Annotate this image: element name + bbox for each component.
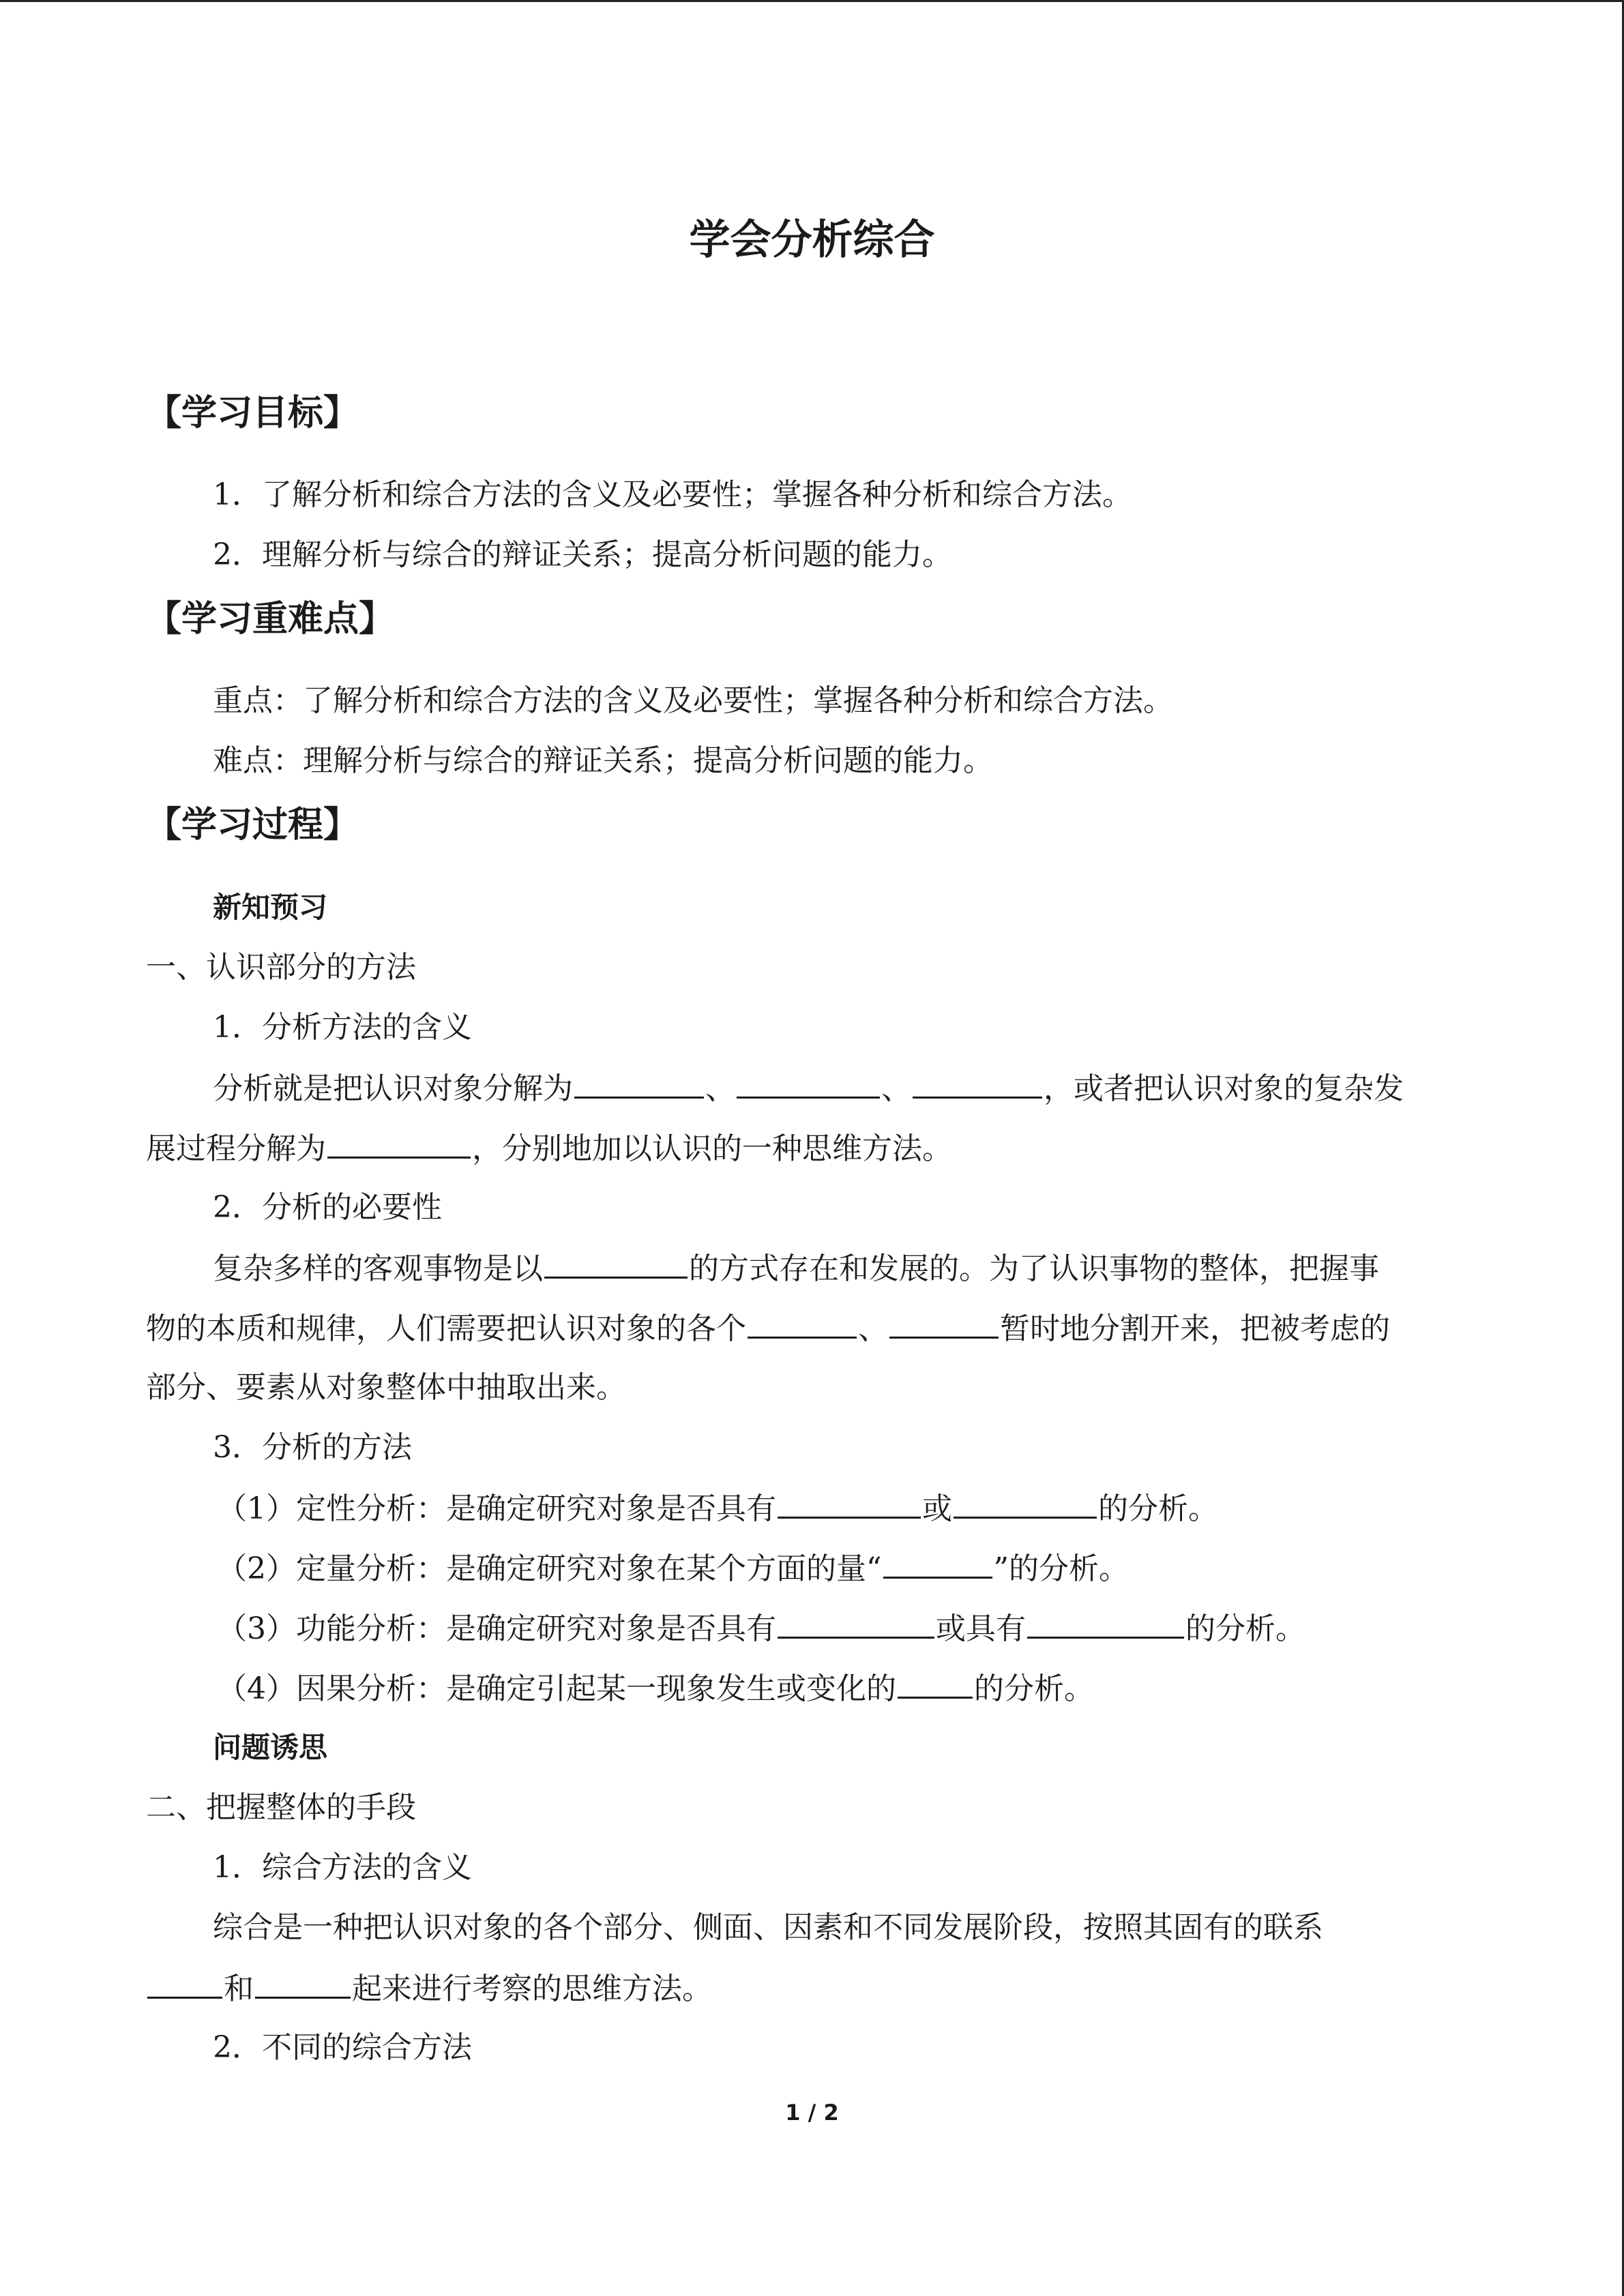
text-run: 复杂多样的客观事物是以: [213, 1251, 543, 1286]
part1-heading: 一、认识部分的方法: [146, 950, 416, 985]
fill-blank[interactable]: [544, 1248, 688, 1279]
text-run: 的分析。: [1098, 1491, 1218, 1526]
item1-paragraph-line: [146, 1128, 952, 1169]
fill-blank[interactable]: [255, 1968, 351, 1999]
method-functional: [217, 1608, 1305, 1649]
text-run: ，分别地加以认识的一种思维方法。: [472, 1131, 952, 1166]
fill-blank[interactable]: [778, 1608, 934, 1639]
top-border-line: [0, 0, 1624, 2]
fill-blank[interactable]: [327, 1128, 471, 1159]
part2-heading: 二、把握整体的手段: [146, 1790, 416, 1825]
text-run: 或具有: [936, 1611, 1026, 1646]
text-run: 、: [858, 1311, 888, 1346]
fill-blank[interactable]: [898, 1668, 973, 1699]
fill-blank[interactable]: [954, 1488, 1097, 1519]
method-causal: [217, 1668, 1094, 1709]
text-run: （3）功能分析：是确定研究对象是否具有: [217, 1611, 776, 1646]
synthesis-item2-heading: 2．不同的综合方法: [213, 2030, 472, 2065]
section-heading-keys: 【学习重难点】: [146, 599, 395, 640]
synthesis-item1-heading: 1．综合方法的含义: [213, 1850, 472, 1885]
item1-heading: 1．分析方法的含义: [213, 1010, 472, 1045]
fill-blank[interactable]: [748, 1308, 857, 1339]
text-run: （4）因果分析：是确定引起某一现象发生或变化的: [217, 1671, 896, 1706]
text-run: 或: [922, 1491, 952, 1526]
method-qualitative: [217, 1488, 1218, 1529]
page-number: 1 / 2: [785, 2100, 839, 2126]
item1-paragraph-line: [213, 1068, 1404, 1109]
fill-blank[interactable]: [737, 1068, 880, 1099]
section-heading-process: 【学习过程】: [146, 805, 359, 846]
difficult-point: 难点：理解分析与综合的辩证关系；提高分析问题的能力。: [213, 743, 993, 778]
text-run: 和: [224, 1971, 254, 2006]
key-point: 重点：了解分析和综合方法的含义及必要性；掌握各种分析和综合方法。: [213, 683, 1173, 718]
text-run: 的方式存在和发展的。为了认识事物的整体，把握事: [689, 1251, 1379, 1286]
synthesis-paragraph-line: 综合是一种把认识对象的各个部分、侧面、因素和不同发展阶段，按照其固有的联系: [213, 1910, 1323, 1945]
item2-paragraph-line: 部分、要素从对象整体中抽取出来。: [146, 1370, 626, 1405]
fill-blank[interactable]: [889, 1308, 999, 1339]
text-run: 分析就是把认识对象分解为: [213, 1071, 573, 1106]
text-run: ”的分析。: [993, 1551, 1129, 1586]
text-run: 物的本质和规律，人们需要把认识对象的各个: [146, 1311, 746, 1346]
text-run: 暂时地分割开来，把被考虑的: [1000, 1311, 1390, 1346]
page-title: 学会分析综合: [689, 216, 935, 264]
inquiry-label: 问题诱思: [213, 1731, 328, 1764]
fill-blank[interactable]: [1027, 1608, 1184, 1639]
goal-item: 2．理解分析与综合的辩证关系；提高分析问题的能力。: [213, 537, 952, 572]
method-quantitative: [217, 1548, 1129, 1589]
text-run: （1）定性分析：是确定研究对象是否具有: [217, 1491, 776, 1526]
item2-paragraph-line: [213, 1248, 1379, 1289]
text-run: （2）定量分析：是确定研究对象在某个方面的量“: [217, 1551, 882, 1586]
goal-item: 1．了解分析和综合方法的含义及必要性；掌握各种分析和综合方法。: [213, 477, 1132, 512]
text-run: 、: [881, 1071, 911, 1106]
fill-blank[interactable]: [883, 1548, 992, 1579]
text-run: 展过程分解为: [146, 1131, 326, 1166]
text-run: 起来进行考察的思维方法。: [352, 1971, 712, 2006]
synthesis-paragraph-line: [146, 1968, 712, 2009]
fill-blank[interactable]: [778, 1488, 921, 1519]
fill-blank[interactable]: [147, 1968, 222, 1999]
section-heading-goals: 【学习目标】: [146, 393, 359, 434]
fill-blank[interactable]: [574, 1068, 704, 1099]
fill-blank[interactable]: [913, 1068, 1042, 1099]
text-run: 、: [705, 1071, 735, 1106]
item2-heading: 2．分析的必要性: [213, 1190, 442, 1225]
text-run: ，或者把认识对象的复杂发: [1044, 1071, 1404, 1106]
item3-heading: 3．分析的方法: [213, 1430, 412, 1465]
text-run: 的分析。: [974, 1671, 1094, 1706]
text-run: 的分析。: [1185, 1611, 1305, 1646]
item2-paragraph-line: [146, 1308, 1390, 1349]
preview-label: 新知预习: [213, 891, 328, 924]
